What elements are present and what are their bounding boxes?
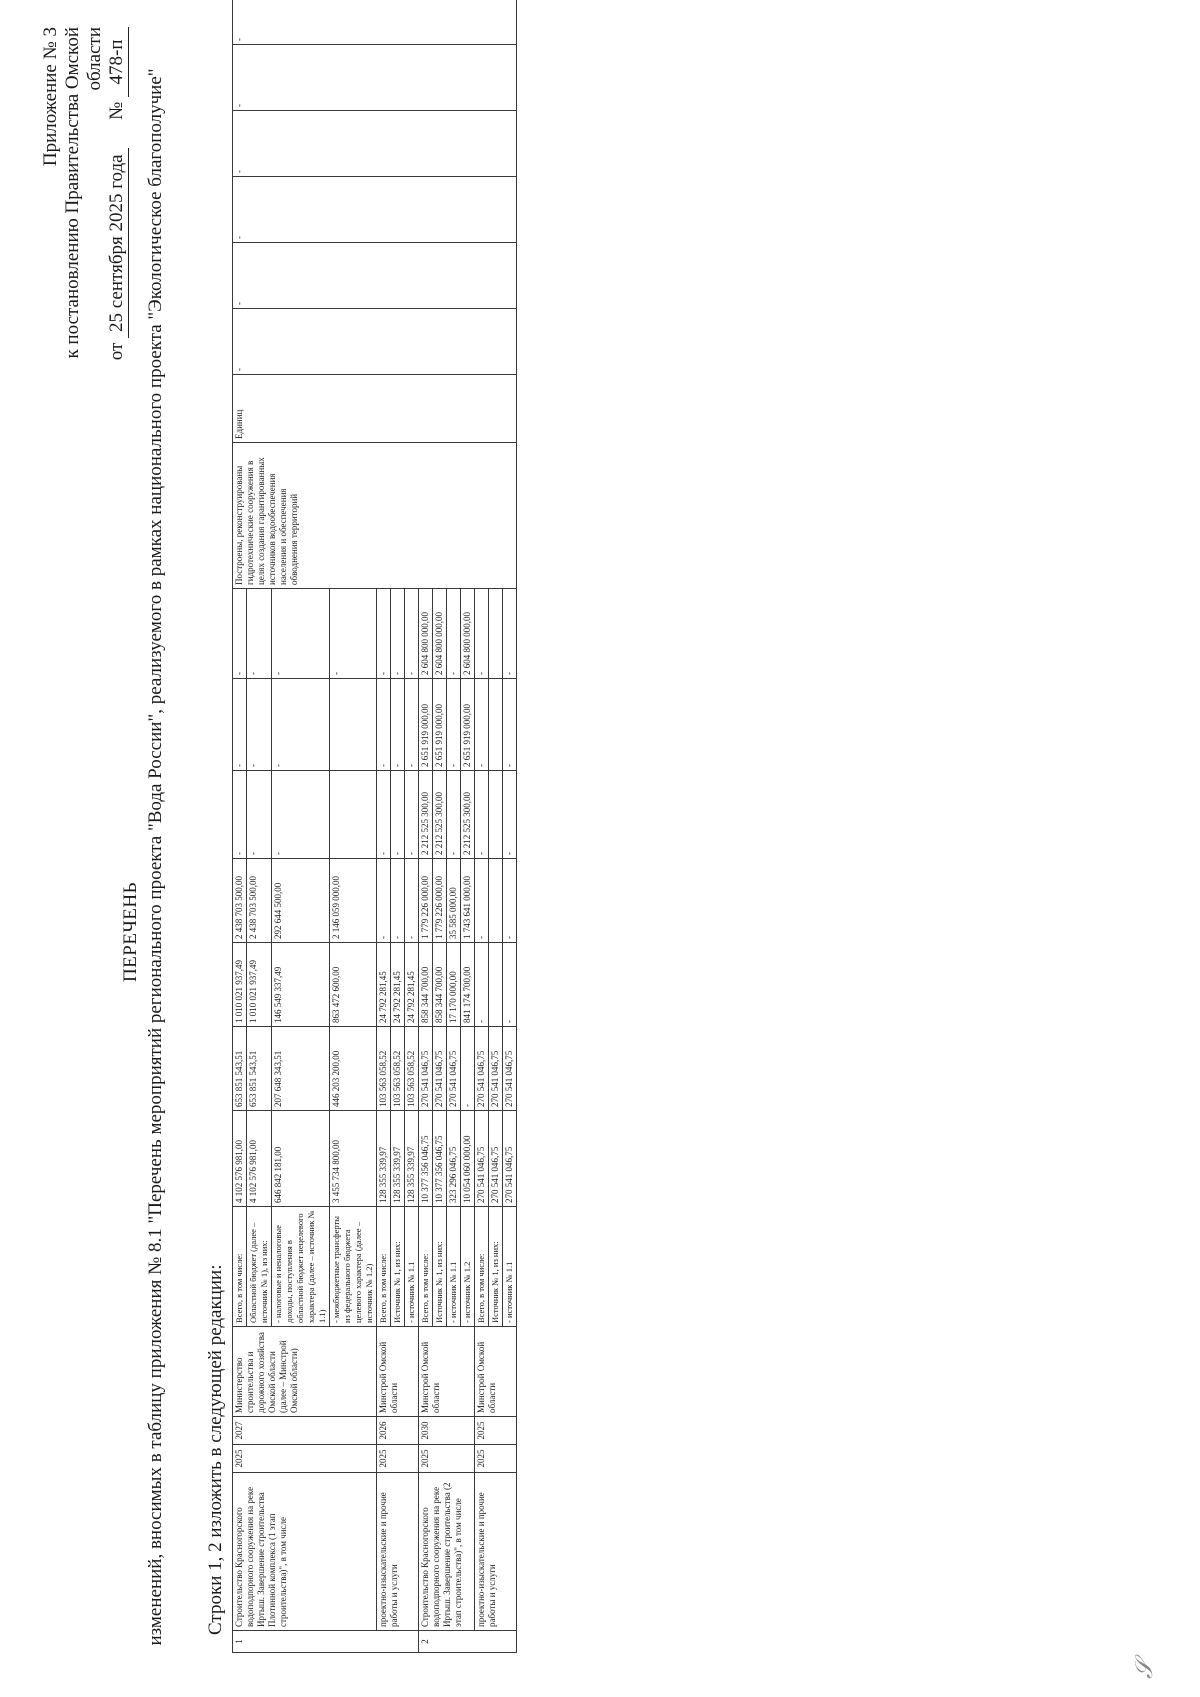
amount-c3: 24 792 281,45 xyxy=(405,943,419,1027)
amount-c2: - xyxy=(461,1027,475,1111)
amount-c7: 2 604 800 000,00 xyxy=(419,589,433,679)
amount-c3: 858 344 700,00 xyxy=(419,943,433,1027)
amount-c5: - xyxy=(405,771,419,859)
amount-c5: - xyxy=(247,771,272,859)
activity-name: проектно-изыскательские и прочие работы и услуги xyxy=(475,1473,517,1631)
funding-source: Источник № 1, из них: xyxy=(489,1207,503,1327)
amount-c3: 1 010 021 937,49 xyxy=(233,943,247,1027)
amount-c2: 270 541 046,75 xyxy=(447,1027,461,1111)
year-start: 2025 xyxy=(377,1445,419,1473)
indicator-value: - xyxy=(233,309,517,375)
indicator-value: - xyxy=(233,45,517,111)
amount-c5: - xyxy=(447,771,461,859)
year-start: 2025 xyxy=(419,1445,475,1473)
funding-source: - межбюджетные трансферты из федерального бюджета целевого характера (далее – источник № 1.2) xyxy=(330,1207,377,1327)
amount-c6: - xyxy=(475,679,489,771)
amount-c5 xyxy=(330,771,377,859)
amount-c3: - xyxy=(475,943,489,1027)
lead-text: Строки 1, 2 изложить в следующей редакции: xyxy=(205,1264,226,1635)
year-start: 2025 xyxy=(475,1445,517,1473)
amount-c7: - xyxy=(405,589,419,679)
amount-c1: 128 355 339,97 xyxy=(391,1111,405,1207)
amount-c2: 653 851 543,51 xyxy=(247,1027,272,1111)
amount-c3: - xyxy=(503,943,517,1027)
amount-c7: - xyxy=(447,589,461,679)
amount-c4: - xyxy=(377,859,391,943)
amount-c3: 1 010 021 937,49 xyxy=(247,943,272,1027)
amount-c4: 2 438 703 500,00 xyxy=(247,859,272,943)
amount-c1: 128 355 339,97 xyxy=(377,1111,391,1207)
amount-c7: - xyxy=(233,589,247,679)
amount-c2: 103 563 058,52 xyxy=(391,1027,405,1111)
amount-c1: 10 054 060 000,00 xyxy=(461,1111,475,1207)
initial-mark: 𝒮 xyxy=(1130,1660,1158,1679)
appendix-decree-number: 478-п xyxy=(106,27,129,97)
amount-c3: 24 792 281,45 xyxy=(377,943,391,1027)
amount-c1: 270 541 046,75 xyxy=(503,1111,517,1207)
amount-c7: - xyxy=(475,589,489,679)
amount-c6: - xyxy=(247,679,272,771)
amount-c1: 323 296 046,75 xyxy=(447,1111,461,1207)
executor: Минстрой Омской области xyxy=(419,1327,475,1417)
executor: Минстрой Омской области xyxy=(475,1327,517,1417)
amount-c1: 4 102 576 981,00 xyxy=(247,1111,272,1207)
year-end: 2030 xyxy=(419,1417,475,1445)
year-end: 2027 xyxy=(233,1417,377,1445)
amount-c5: 2 212 525 300,00 xyxy=(461,771,475,859)
amount-c2: 103 563 058,52 xyxy=(405,1027,419,1111)
amount-c2: 653 851 543,51 xyxy=(233,1027,247,1111)
year-end: 2025 xyxy=(475,1417,517,1445)
funding-source: Источник № 1, из них: xyxy=(391,1207,405,1327)
amount-c4: 292 644 500,00 xyxy=(272,859,330,943)
changes-table xyxy=(232,0,517,1653)
amount-c4 xyxy=(489,859,503,943)
amount-c4: 1 779 226 000,00 xyxy=(433,859,447,943)
document-title: ПЕРЕЧЕНЬ xyxy=(120,881,141,983)
amount-c1: 128 355 339,97 xyxy=(405,1111,419,1207)
activity-name: проектно-изыскательские и прочие работы и услуги xyxy=(377,1473,419,1631)
indicator-value: - xyxy=(233,0,517,45)
amount-c5: 2 212 525 300,00 xyxy=(419,771,433,859)
amount-c6: - xyxy=(503,679,517,771)
amount-c3: 841 174 700,00 xyxy=(461,943,475,1027)
funding-source: Областной бюджет (далее – источник № 1), из них: xyxy=(247,1207,272,1327)
amount-c6: - xyxy=(405,679,419,771)
amount-c3: 146 549 337,49 xyxy=(272,943,330,1027)
amount-c6: - xyxy=(233,679,247,771)
appendix-header xyxy=(40,27,129,407)
amount-c4: 35 585 000,00 xyxy=(447,859,461,943)
funding-source: - источник № 1.1 xyxy=(447,1207,461,1327)
amount-c7: - xyxy=(272,589,330,679)
amount-c7: 2 604 800 000,00 xyxy=(433,589,447,679)
amount-c1: 270 541 046,75 xyxy=(489,1111,503,1207)
amount-c4: - xyxy=(503,859,517,943)
appendix-decree: к постановлению Правительства Омской области xyxy=(62,27,105,359)
year-end: 2026 xyxy=(377,1417,419,1445)
indicator-value: - xyxy=(233,111,517,177)
indicator-value: - xyxy=(233,243,517,309)
amount-c6: - xyxy=(377,679,391,771)
amount-c4: 2 438 703 500,00 xyxy=(233,859,247,943)
amount-c7: - xyxy=(391,589,405,679)
executor: Минстрой Омской области xyxy=(377,1327,419,1417)
amount-c1: 270 541 046,75 xyxy=(475,1111,489,1207)
amount-c3: 24 792 281,45 xyxy=(391,943,405,1027)
amount-c7: 2 604 800 000,00 xyxy=(461,589,475,679)
amount-c2: 270 541 046,75 xyxy=(503,1027,517,1111)
document-subtitle: изменений, вносимых в таблицу приложения № 8.1 "Перечень мероприятий регионального проекта "Вода России", реализуемого в рамках национального проекта "Экологическое благополучие" xyxy=(145,68,166,1646)
amount-c6: - xyxy=(391,679,405,771)
amount-c2: 207 648 343,51 xyxy=(272,1027,330,1111)
funding-source: Всего, в том числе: xyxy=(233,1207,247,1327)
appendix-number: Приложение № 3 xyxy=(40,27,61,167)
amount-c6 xyxy=(489,679,503,771)
amount-c6 xyxy=(330,679,377,771)
amount-c4: - xyxy=(405,859,419,943)
amount-c4: 1 743 641 000,00 xyxy=(461,859,475,943)
amount-c7: - xyxy=(247,589,272,679)
amount-c1: 646 842 181,00 xyxy=(272,1111,330,1207)
amount-c4: - xyxy=(391,859,405,943)
funding-source: - источник № 1.2 xyxy=(461,1207,475,1327)
amount-c7 xyxy=(489,589,503,679)
amount-c3: 858 344 700,00 xyxy=(433,943,447,1027)
row-number: 1 xyxy=(233,1631,419,1653)
amount-c4: 1 779 226 000,00 xyxy=(419,859,433,943)
amount-c1: 3 455 734 800,00 xyxy=(330,1111,377,1207)
amount-c5: - xyxy=(391,771,405,859)
amount-c2: 270 541 046,75 xyxy=(433,1027,447,1111)
amount-c6: - xyxy=(272,679,330,771)
funding-source: - источник № 1.1 xyxy=(503,1207,517,1327)
funding-source: Всего, в том числе: xyxy=(377,1207,391,1327)
amount-c5 xyxy=(489,771,503,859)
activity-name: Строительство Красногорского водоподпорного сооружения на реке Иртыш. Завершение строительства Плотинной комплекса (1 этап строительства)", в том числе xyxy=(233,1473,377,1631)
amount-c3 xyxy=(489,943,503,1027)
amount-c5: - xyxy=(272,771,330,859)
amount-c4: 2 146 059 000,00 xyxy=(330,859,377,943)
amount-c7: - xyxy=(377,589,391,679)
amount-c3: 17 170 000,00 xyxy=(447,943,461,1027)
table-body xyxy=(233,0,517,1653)
amount-c3: 863 472 600,00 xyxy=(330,943,377,1027)
year-start: 2025 xyxy=(233,1445,377,1473)
amount-c6: 2 651 919 000,00 xyxy=(461,679,475,771)
amount-c5: - xyxy=(475,771,489,859)
amount-c6: 2 651 919 000,00 xyxy=(433,679,447,771)
expected-result: Построены, реконструированы гидротехнические сооружения в целях создания гарантированных источников водообеспечения населения и обеспечения обводнения территорий xyxy=(233,443,517,589)
appendix-date-line: от 25 сентября 2025 года № 478-п xyxy=(106,27,129,407)
amount-c2: 446 203 200,00 xyxy=(330,1027,377,1111)
activity-name: Строительство Красногорского водоподпорного сооружения на реке Иртыш. Завершение строительства (2 этап строительства)", в том числе xyxy=(419,1473,475,1631)
amount-c6: - xyxy=(447,679,461,771)
funding-source: - источник № 1.1 xyxy=(405,1207,419,1327)
funding-source: Источник № 1, из них: xyxy=(433,1207,447,1327)
funding-source: Всего, в том числе: xyxy=(475,1207,489,1327)
amount-c1: 4 102 576 981,00 xyxy=(233,1111,247,1207)
amount-c2: 270 541 046,75 xyxy=(419,1027,433,1111)
amount-c5: - xyxy=(377,771,391,859)
row-number: 2 xyxy=(419,1631,517,1653)
amount-c1: 10 377 356 046,75 xyxy=(419,1111,433,1207)
amount-c5: 2 212 525 300,00 xyxy=(433,771,447,859)
amount-c1: 10 377 356 046,75 xyxy=(433,1111,447,1207)
amount-c2: 270 541 046,75 xyxy=(475,1027,489,1111)
amount-c7: - xyxy=(503,589,517,679)
executor: Министерство строительства и дорожного хозяйства Омской области (далее – Минстрой Омской области) xyxy=(233,1327,377,1417)
amount-c5: - xyxy=(503,771,517,859)
amount-c2: 270 541 046,75 xyxy=(489,1027,503,1111)
amount-c4: - xyxy=(475,859,489,943)
indicator-value: - xyxy=(233,177,517,243)
amount-c5: - xyxy=(233,771,247,859)
appendix-date: 25 сентября 2025 года xyxy=(106,148,129,338)
amount-c6: 2 651 919 000,00 xyxy=(419,679,433,771)
table-row xyxy=(233,0,247,1653)
unit-of-measure: Единиц xyxy=(233,375,517,443)
amount-c7: - xyxy=(330,589,377,679)
amount-c2: 103 563 058,52 xyxy=(377,1027,391,1111)
funding-source: - налоговые и неналоговые доходы, поступления в областной бюджет нецелевого характера (далее – источник № 1.1) xyxy=(272,1207,330,1327)
funding-source: Всего, в том числе: xyxy=(419,1207,433,1327)
